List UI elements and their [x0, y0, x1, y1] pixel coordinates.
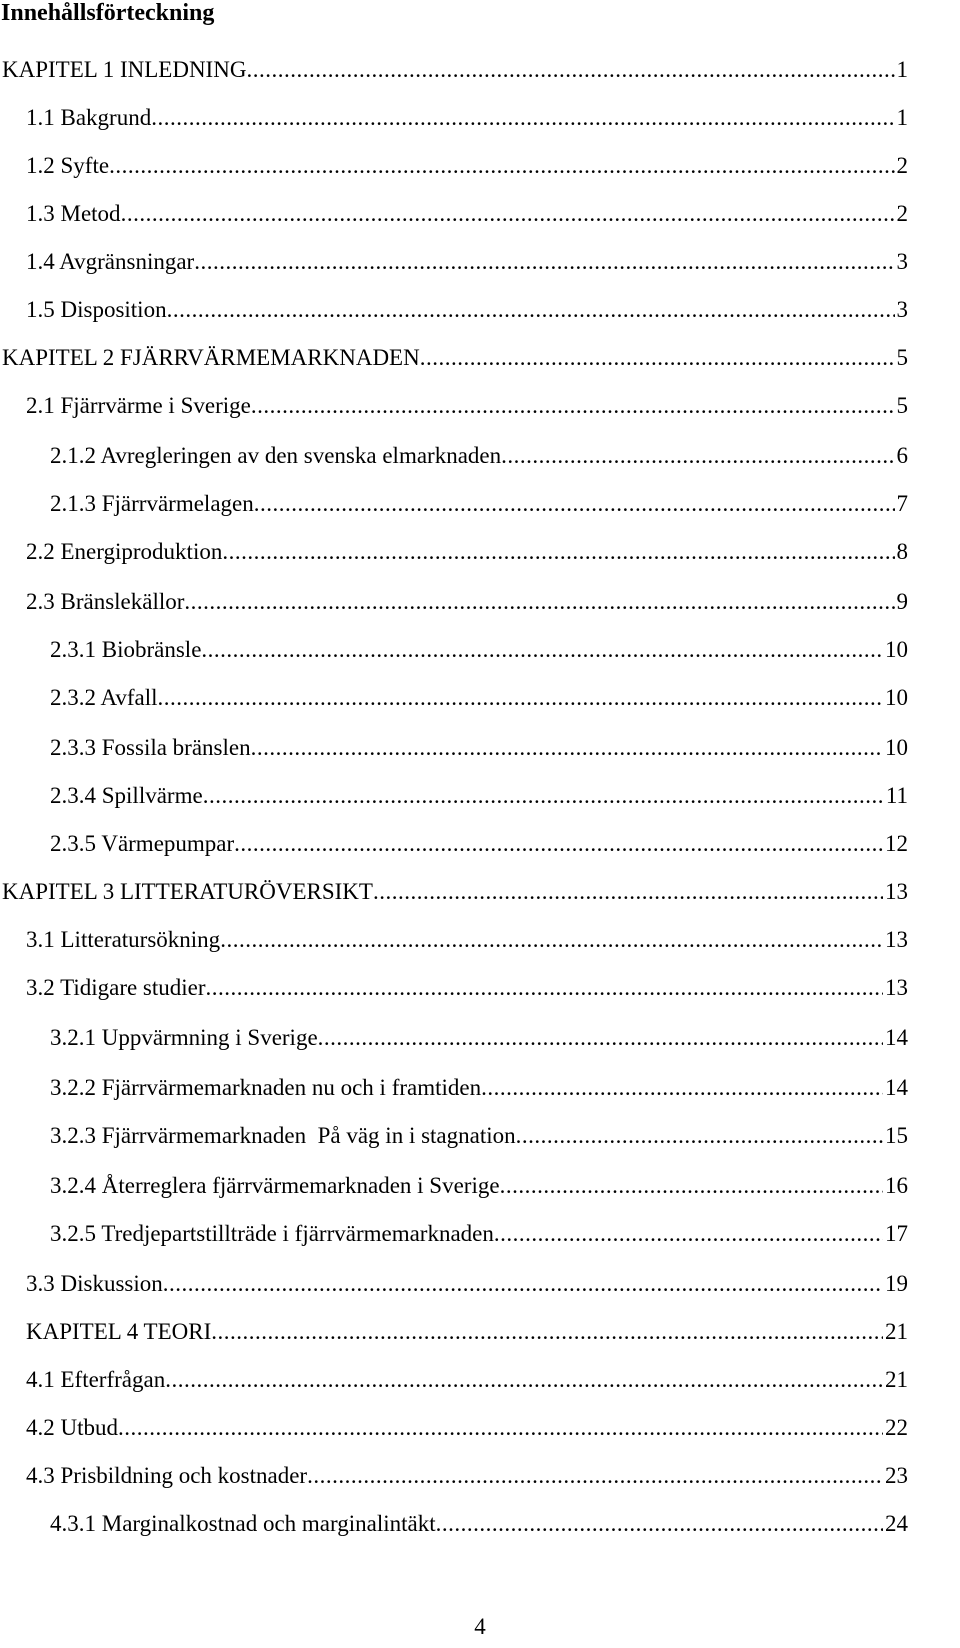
toc-entry-page: 24 [885, 1511, 908, 1536]
toc-entry-title: 3.2.3 Fjärrvärmemarknaden På väg in i stagnation [50, 1123, 516, 1148]
toc-entry[interactable] [26, 392, 908, 420]
toc-entry[interactable] [26, 1414, 908, 1442]
toc-entry-page: 15 [885, 1123, 908, 1148]
dot-leader [201, 636, 883, 664]
toc-entry-page: 1 [896, 57, 908, 82]
toc-entry-page: 2 [896, 153, 908, 178]
toc-entry-title: 4.3.1 Marginalkostnad och marginalintäkt [50, 1511, 436, 1536]
toc-entry-page: 7 [896, 491, 908, 516]
toc-entry-title: 4.2 Utbud [26, 1415, 118, 1440]
dot-leader [194, 248, 894, 276]
toc-entry[interactable] [26, 200, 908, 228]
dot-leader [516, 1122, 883, 1150]
toc-entry[interactable] [26, 248, 908, 276]
dot-leader [109, 152, 894, 180]
toc-entry-title: 2.3.4 Spillvärme [50, 783, 203, 808]
toc-entry-page: 6 [896, 443, 908, 468]
toc-heading: Innehållsförteckning [1, 0, 215, 26]
toc-entry-page: 9 [896, 589, 908, 614]
toc-entry-title: 1.1 Bakgrund [26, 105, 152, 130]
toc-entry[interactable] [50, 442, 908, 470]
toc-entry-page: 12 [885, 831, 908, 856]
dot-leader [163, 1270, 883, 1298]
toc-entry-title: 2.3.3 Fossila bränslen [50, 735, 251, 760]
toc-entry[interactable] [50, 684, 908, 712]
toc-entry-page: 19 [885, 1271, 908, 1296]
toc-entry-title: 3.2.4 Återreglera fjärrvärmemarknaden i Sverige [50, 1173, 500, 1198]
toc-entry[interactable] [2, 344, 908, 372]
toc-entry[interactable] [26, 1366, 908, 1394]
dot-leader [318, 1024, 883, 1052]
toc-entry-title: 2.3.2 Avfall [50, 685, 158, 710]
toc-entry-page: 5 [896, 393, 908, 418]
toc-entry[interactable] [50, 782, 908, 810]
toc-entry-page: 1 [896, 105, 908, 130]
dot-leader [246, 56, 894, 84]
dot-leader [481, 1074, 883, 1102]
dot-leader [118, 1414, 883, 1442]
dot-leader [121, 200, 895, 228]
toc-entry-page: 10 [885, 685, 908, 710]
toc-entry[interactable] [26, 1270, 908, 1298]
toc-entry-title: 2.1 Fjärrvärme i Sverige [26, 393, 251, 418]
dot-leader [501, 442, 894, 470]
toc-entry-page: 13 [885, 927, 908, 952]
toc-entry-page: 21 [885, 1367, 908, 1392]
dot-leader [184, 588, 894, 616]
toc-entry-title: 3.3 Diskussion [26, 1271, 163, 1296]
dot-leader [222, 538, 894, 566]
toc-entry[interactable] [26, 1318, 908, 1346]
toc-entry-title: KAPITEL 2 FJÄRRVÄRMEMARKNADEN [2, 345, 420, 370]
dot-leader [220, 926, 883, 954]
dot-leader [158, 684, 883, 712]
toc-entry[interactable] [26, 152, 908, 180]
toc-entry[interactable] [26, 296, 908, 324]
toc-entry-title: 3.2.1 Uppvärmning i Sverige [50, 1025, 318, 1050]
dot-leader [373, 878, 883, 906]
toc-entry[interactable] [50, 1122, 908, 1150]
toc-entry-page: 13 [885, 975, 908, 1000]
toc-entry[interactable] [2, 878, 908, 906]
toc-entry-title: 1.4 Avgränsningar [26, 249, 195, 274]
dot-leader [420, 344, 895, 372]
toc-entry-page: 2 [896, 201, 908, 226]
toc-entry-title: 3.2.2 Fjärrvärmemarknaden nu och i framtiden [50, 1075, 482, 1100]
toc-entry-title: 2.1.3 Fjärrvärmelagen [50, 491, 254, 516]
toc-entry[interactable] [50, 1510, 908, 1538]
dot-leader [251, 392, 895, 420]
dot-leader [206, 974, 883, 1002]
toc-entry-page: 3 [896, 249, 908, 274]
toc-entry-page: 22 [885, 1415, 908, 1440]
toc-entry[interactable] [26, 1462, 908, 1490]
toc-entry[interactable] [2, 56, 908, 84]
toc-entry-page: 16 [885, 1173, 908, 1198]
toc-entry-page: 23 [885, 1463, 908, 1488]
dot-leader [494, 1220, 883, 1248]
toc-entry-title: 2.2 Energiproduktion [26, 539, 223, 564]
dot-leader [254, 490, 895, 518]
toc-entry[interactable] [50, 1172, 908, 1200]
toc-entry-title: 2.3.5 Värmepumpar [50, 831, 235, 856]
dot-leader [167, 296, 895, 324]
toc-entry-title: 1.5 Disposition [26, 297, 167, 322]
toc-entry-title: 2.3 Bränslekällor [26, 589, 185, 614]
toc-entry-title: 4.3 Prisbildning och kostnader [26, 1463, 308, 1488]
toc-entry-page: 13 [885, 879, 908, 904]
toc-entry[interactable] [26, 104, 908, 132]
toc-entry-title: 3.2 Tidigare studier [26, 975, 206, 1000]
toc-entry-page: 17 [885, 1221, 908, 1246]
toc-entry[interactable] [50, 490, 908, 518]
toc-entry-title: KAPITEL 4 TEORI [26, 1319, 212, 1344]
toc-entry-title: 3.1 Litteratursökning [26, 927, 221, 952]
dot-leader [203, 782, 884, 810]
toc-entry-page: 3 [896, 297, 908, 322]
toc-entry-page: 14 [885, 1075, 908, 1100]
dot-leader [165, 1366, 883, 1394]
toc-entry-title: 2.3.1 Biobränsle [50, 637, 202, 662]
dot-leader [211, 1318, 883, 1346]
page-number: 4 [474, 1614, 486, 1639]
toc-entry-page: 8 [896, 539, 908, 564]
dot-leader [500, 1172, 883, 1200]
toc-entry[interactable] [50, 734, 908, 762]
dot-leader [151, 104, 894, 132]
toc-entry-page: 10 [885, 637, 908, 662]
toc-entry[interactable] [26, 538, 908, 566]
toc-entry[interactable] [50, 830, 908, 858]
toc-entry-page: 11 [885, 783, 908, 808]
toc-entry[interactable] [50, 636, 908, 664]
dot-leader [234, 830, 883, 858]
toc-entry-title: KAPITEL 3 LITTERATURÖVERSIKT [2, 879, 373, 904]
dot-leader [436, 1510, 883, 1538]
toc-entry[interactable] [50, 1220, 908, 1248]
toc-entry-title: 4.1 Efterfrågan [26, 1367, 166, 1392]
toc-entry[interactable] [50, 1074, 908, 1102]
toc-entry-title: KAPITEL 1 INLEDNING [2, 57, 247, 82]
toc-entry-title: 1.3 Metod [26, 201, 121, 226]
toc-entry-title: 3.2.5 Tredjepartstillträde i fjärrvärmemarknaden [50, 1221, 494, 1246]
toc-entry[interactable] [26, 974, 908, 1002]
toc-entry-page: 21 [885, 1319, 908, 1344]
toc-entry-page: 5 [896, 345, 908, 370]
toc-entry-title: 2.1.2 Avregleringen av den svenska elmarknaden [50, 443, 502, 468]
toc-entry[interactable] [26, 588, 908, 616]
dot-leader [307, 1462, 883, 1490]
toc-entry-title: 1.2 Syfte [26, 153, 110, 178]
toc-entry[interactable] [50, 1024, 908, 1052]
toc-entry-page: 14 [885, 1025, 908, 1050]
dot-leader [251, 734, 883, 762]
toc-entry-page: 10 [885, 735, 908, 760]
toc-entry[interactable] [26, 926, 908, 954]
